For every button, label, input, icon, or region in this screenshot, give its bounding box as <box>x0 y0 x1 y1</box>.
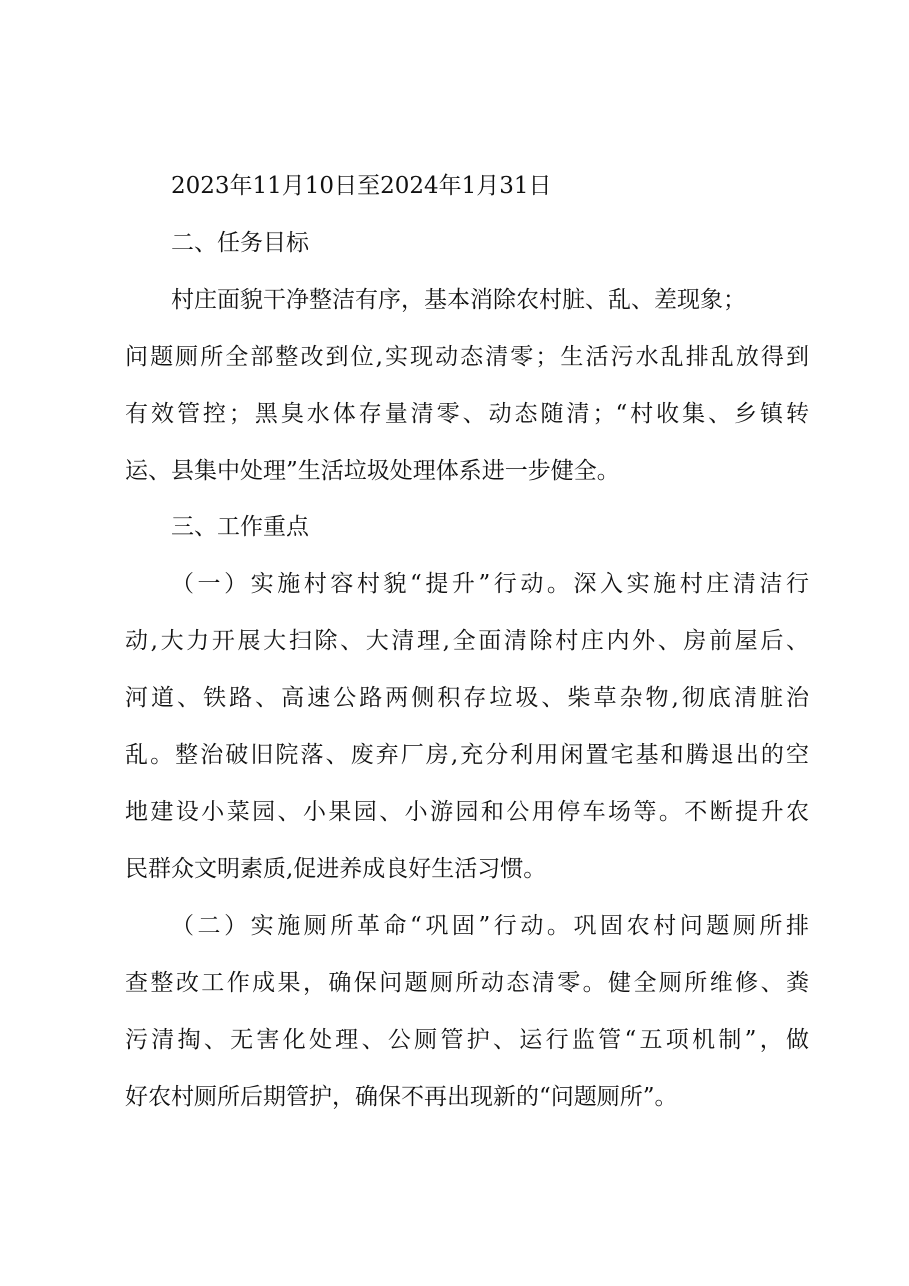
paragraph-line: 好农村厕所后期管护，确保不再出现新的“问题厕所”。 <box>125 1084 678 1110</box>
paragraph-line: （二）实施厕所革命“巩固”行动。巩固农村问题厕所排 <box>171 913 809 939</box>
paragraph-line: 村庄面貌干净整洁有序，基本消除农村脏、乱、差现象； <box>171 287 746 313</box>
paragraph-line: 动,大力开展大扫除、大清理,全面清除村庄内外、房前屋后、 <box>125 628 809 654</box>
paragraph-line: 查整改工作成果，确保问题厕所动态清零。健全厕所维修、粪 <box>125 970 809 996</box>
paragraph-line: 河道、铁路、高速公路两侧积存垃圾、柴草杂物,彻底清脏治 <box>125 685 809 711</box>
paragraph-line: 有效管控；黑臭水体存量清零、动态随清；“村收集、乡镇转 <box>125 401 809 427</box>
paragraph-line: 运、县集中处理”生活垃圾处理体系进一步健全。 <box>125 458 620 484</box>
paragraph-line: 民群众文明素质,促进养成良好生活习惯。 <box>125 856 547 882</box>
paragraph-line: （一）实施村容村貌“提升”行动。深入实施村庄清洁行 <box>171 571 809 597</box>
paragraph-line: 乱。整治破旧院落、废弃厂房,充分利用闲置宅基和腾退出的空 <box>125 742 809 768</box>
paragraph-line: 问题厕所全部整改到位,实现动态清零；生活污水乱排乱放得到 <box>125 344 809 370</box>
section-heading-goals: 二、任务目标 <box>171 230 309 256</box>
paragraph-line: 地建设小菜园、小果园、小游园和公用停车场等。不断提升农 <box>125 799 809 825</box>
section-heading-key-work: 三、工作重点 <box>171 514 309 540</box>
date-range-line: 2023年11月10日至2024年1月31日 <box>171 173 552 199</box>
paragraph-line: 污清掏、无害化处理、公厕管护、运行监管“五项机制”，做 <box>125 1027 809 1053</box>
